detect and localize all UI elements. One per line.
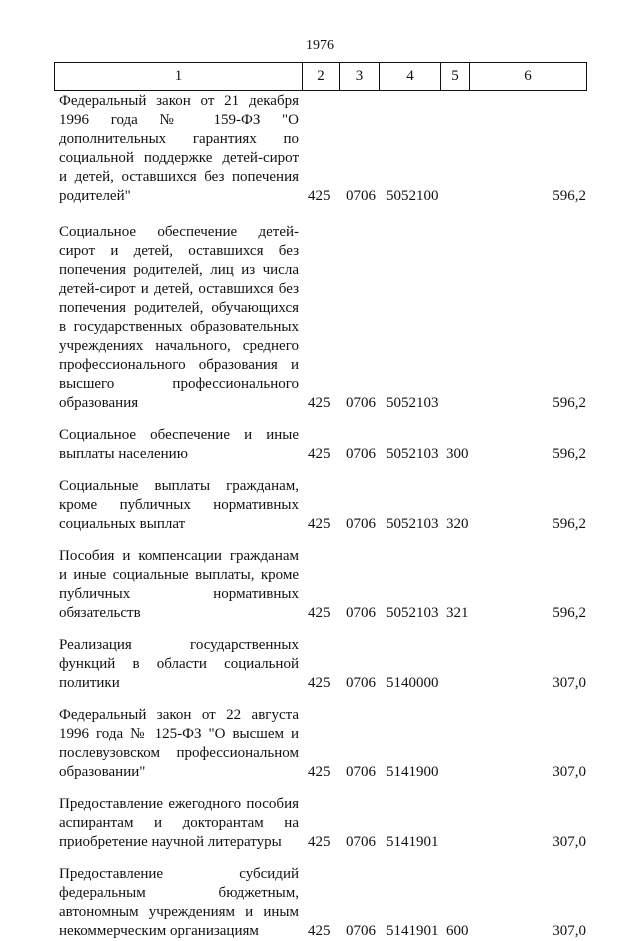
column-header-table bbox=[54, 62, 587, 91]
row-name-line: в государственных образовательных bbox=[59, 319, 299, 335]
target-article-code: 5052103 bbox=[386, 605, 439, 621]
row-name bbox=[59, 865, 299, 941]
target-article-code: 5141901 bbox=[386, 923, 439, 939]
row-name-line: Социальное обеспечение и иные bbox=[59, 427, 299, 443]
section-code: 0706 bbox=[346, 188, 376, 204]
ministry-code: 425 bbox=[308, 834, 331, 850]
ministry-code: 425 bbox=[308, 446, 331, 462]
ministry-code: 425 bbox=[308, 516, 331, 532]
row-name-line: учреждениях начального, среднего bbox=[59, 338, 299, 354]
expense-type-code: 300 bbox=[446, 446, 469, 462]
row-name-line: образовании" bbox=[59, 764, 146, 780]
expense-type-code: 321 bbox=[446, 605, 469, 621]
target-article-code: 5141901 bbox=[386, 834, 439, 850]
target-article-code: 5052103 bbox=[386, 395, 439, 411]
column-header-5: 5 bbox=[441, 63, 470, 91]
amount: 596,2 bbox=[552, 395, 586, 411]
table-row bbox=[0, 636, 640, 693]
row-name bbox=[59, 795, 299, 852]
section-code: 0706 bbox=[346, 923, 376, 939]
target-article-code: 5140000 bbox=[386, 675, 439, 691]
section-code: 0706 bbox=[346, 834, 376, 850]
row-name-line: Пособия и компенсации гражданам bbox=[59, 548, 299, 564]
row-name-line: политики bbox=[59, 675, 120, 691]
row-name-line: профессионального образования и bbox=[59, 357, 299, 373]
row-name-line: аспирантам и докторантам на bbox=[59, 815, 299, 831]
ministry-code: 425 bbox=[308, 395, 331, 411]
row-name-line: автономным учреждениям и иным bbox=[59, 904, 299, 920]
row-name-line: и иные социальные выплаты, кроме bbox=[59, 567, 299, 583]
row-name-line: Федеральный закон от 22 августа bbox=[59, 707, 299, 723]
ministry-code: 425 bbox=[308, 188, 331, 204]
row-name-line: послевузовском профессиональном bbox=[59, 745, 299, 761]
target-article-code: 5141900 bbox=[386, 764, 439, 780]
amount: 307,0 bbox=[552, 764, 586, 780]
section-code: 0706 bbox=[346, 764, 376, 780]
row-name bbox=[59, 92, 299, 206]
row-name bbox=[59, 636, 299, 693]
row-name-line: Предоставление субсидий bbox=[59, 866, 299, 882]
column-header-4: 4 bbox=[380, 63, 441, 91]
table-row bbox=[0, 547, 640, 623]
section-code: 0706 bbox=[346, 446, 376, 462]
section-code: 0706 bbox=[346, 516, 376, 532]
target-article-code: 5052100 bbox=[386, 188, 439, 204]
expense-type-code: 320 bbox=[446, 516, 469, 532]
row-name bbox=[59, 706, 299, 782]
column-header-2: 2 bbox=[303, 63, 340, 91]
column-header-1: 1 bbox=[55, 63, 303, 91]
row-name-line: Реализация государственных bbox=[59, 637, 299, 653]
amount: 307,0 bbox=[552, 675, 586, 691]
row-name-line: детей-сирот и детей, оставшихся без bbox=[59, 281, 299, 297]
section-code: 0706 bbox=[346, 675, 376, 691]
row-name-line: социальной поддержке детей-сирот bbox=[59, 150, 299, 166]
row-name bbox=[59, 426, 299, 464]
row-name-line: образования bbox=[59, 395, 139, 411]
row-name-line: Социальное обеспечение детей- bbox=[59, 224, 299, 240]
table-row bbox=[0, 426, 640, 464]
row-name-line: обязательств bbox=[59, 605, 141, 621]
table-row bbox=[0, 223, 640, 413]
amount: 596,2 bbox=[552, 188, 586, 204]
table-row bbox=[0, 477, 640, 534]
target-article-code: 5052103 bbox=[386, 446, 439, 462]
amount: 596,2 bbox=[552, 446, 586, 462]
row-name-line: публичных нормативных bbox=[59, 586, 299, 602]
row-name-line: выплаты населению bbox=[59, 446, 188, 462]
table-row bbox=[0, 865, 640, 941]
column-header-3: 3 bbox=[340, 63, 380, 91]
row-name-line: 1996 года № 159-ФЗ "О bbox=[59, 112, 299, 128]
row-name-line: кроме публичных нормативных bbox=[59, 497, 299, 513]
row-name-line: родителей" bbox=[59, 188, 131, 204]
table-row bbox=[0, 706, 640, 782]
row-name-line: функций в области социальной bbox=[59, 656, 299, 672]
row-name-line: сирот и детей, оставшихся без bbox=[59, 243, 299, 259]
amount: 307,0 bbox=[552, 923, 586, 939]
column-header-row bbox=[55, 63, 587, 91]
table-row bbox=[0, 795, 640, 852]
row-name-line: дополнительных гарантиях по bbox=[59, 131, 299, 147]
ministry-code: 425 bbox=[308, 675, 331, 691]
row-name-line: социальных выплат bbox=[59, 516, 186, 532]
row-name-line: приобретение научной литературы bbox=[59, 834, 282, 850]
section-code: 0706 bbox=[346, 605, 376, 621]
page-number: 1976 bbox=[306, 38, 334, 53]
ministry-code: 425 bbox=[308, 605, 331, 621]
row-name bbox=[59, 477, 299, 534]
section-code: 0706 bbox=[346, 395, 376, 411]
row-name-line: Социальные выплаты гражданам, bbox=[59, 478, 299, 494]
ministry-code: 425 bbox=[308, 923, 331, 939]
row-name-line: и детей, оставшихся без попечения bbox=[59, 169, 299, 185]
row-name-line: федеральным бюджетным, bbox=[59, 885, 299, 901]
amount: 307,0 bbox=[552, 834, 586, 850]
expense-type-code: 600 bbox=[446, 923, 469, 939]
target-article-code: 5052103 bbox=[386, 516, 439, 532]
row-name-line: Федеральный закон от 21 декабря bbox=[59, 93, 299, 109]
row-name-line: попечения родителей, обучающихся bbox=[59, 300, 299, 316]
row-name-line: 1996 года № 125-ФЗ "О высшем и bbox=[59, 726, 299, 742]
ministry-code: 425 bbox=[308, 764, 331, 780]
table-body bbox=[0, 92, 640, 941]
table-row bbox=[0, 92, 640, 206]
row-name-line: Предоставление ежегодного пособия bbox=[59, 796, 299, 812]
row-name-line: попечения родителей, лиц из числа bbox=[59, 262, 299, 278]
column-header-6: 6 bbox=[470, 63, 587, 91]
row-name bbox=[59, 547, 299, 623]
amount: 596,2 bbox=[552, 605, 586, 621]
amount: 596,2 bbox=[552, 516, 586, 532]
row-name-line: высшего профессионального bbox=[59, 376, 299, 392]
row-name-line: некоммерческим организациям bbox=[59, 923, 259, 939]
row-name bbox=[59, 223, 299, 413]
